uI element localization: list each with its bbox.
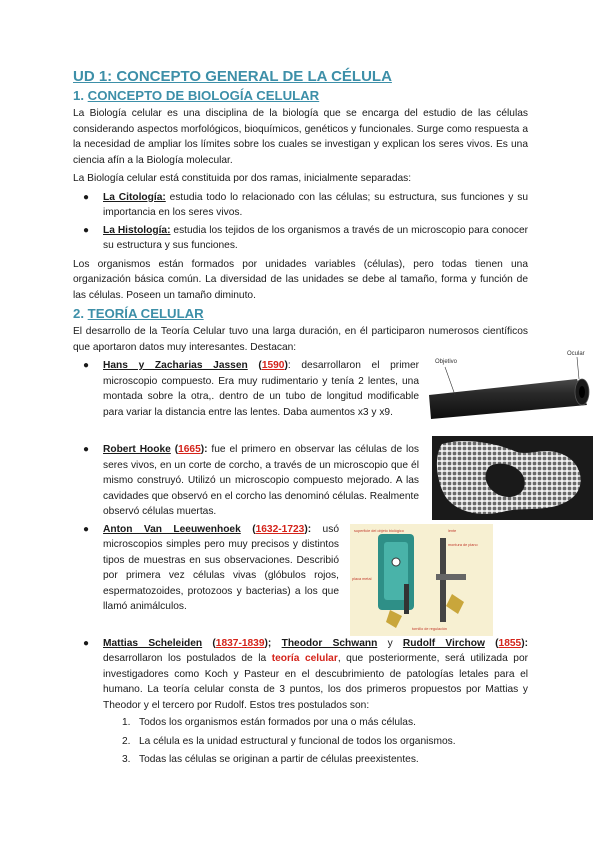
scientist-hooke: ● Robert Hooke (1665): fue el primero en observar las células de los seres vivos, en un corte de corcho, a través de un microscopio que él mismo construyó. Utilizó un microscopio compuesto mejorado. A las cavidades que observó en el corcho las denominó células. Realmente observó células muertas. bbox=[103, 442, 528, 520]
svg-text:montura de plano: montura de plano bbox=[448, 542, 478, 547]
svg-text:Objetivo: Objetivo bbox=[435, 359, 458, 365]
bullet-icon: ● bbox=[83, 444, 90, 455]
scientists-list bbox=[73, 351, 585, 768]
document-page bbox=[73, 68, 585, 771]
s1-paragraph-2: La Biología celular está constituida por dos ramas, inicialmente separadas: bbox=[73, 173, 412, 184]
bullet-icon: ● bbox=[83, 360, 90, 371]
bullet-icon: ● bbox=[83, 191, 90, 203]
svg-text:tornillo de regulación: tornillo de regulación bbox=[412, 626, 448, 631]
list-item: 3. Todas las células se originan a partir de células preexistentes. bbox=[122, 754, 419, 765]
branches-list bbox=[73, 190, 528, 254]
scientist-schleiden-schwann-virchow: ● Mattias Scheleiden (1837-1839); Theodor Schwann y Rudolf Virchow (1855): desarrollaron los postulados de la teoría celular, que posteriormente, será utilizada por investigadores como Koch y Pasteur en el descubrimiento de patologías letales para el humano. La teoría celular consta de 3 puntos, los dos primeros propuestos por Mattias y Theodor y el tercero por Rudolf. Estos tres postulados son: 1. Todos los organismos están formados por una o más células. 2. La célula es la unidad estructural y funcional de todos los organismos. 3. Todas las células se originan a partir de células preexistentes. bbox=[103, 636, 528, 768]
section-2-heading: 2. TEORÍA CELULAR bbox=[73, 306, 204, 321]
list-item: ● La Histología: estudia los tejidos de los organismos a través de un microscopio para conocer su estructura y sus funciones. bbox=[83, 224, 529, 251]
list-item: 2. La célula es la unidad estructural y funcional de todos los organismos. bbox=[122, 735, 456, 747]
list-item: ● La Citología: estudia todo lo relacionado con las células; su estructura, sus funciones y su importancia en los seres vivos. bbox=[83, 191, 528, 218]
section-1-heading: 1. CONCEPTO DE BIOLOGÍA CELULAR bbox=[73, 88, 320, 103]
leeuwenhoek-microscope-diagram bbox=[350, 524, 493, 636]
postulates-list bbox=[103, 715, 528, 768]
list-item: 1. Todos los organismos están formados por una o más células. bbox=[122, 717, 416, 728]
bullet-icon: ● bbox=[83, 224, 90, 236]
s1-paragraph-1: La Biología celular es una disciplina de la biología que se encarga del estudio de las células considerando aspectos morfológicos, bioquímicos, genéticos y funcionales. Surge como respuesta a la necesidad de ampliar los límites sobre los cuales se investigan y explican los seres vivos. Es una ciencia afín a la Biología molecular. bbox=[73, 108, 528, 166]
bullet-icon: ● bbox=[83, 523, 90, 535]
document-title: UD 1: CONCEPTO GENERAL DE LA CÉLULA bbox=[73, 68, 392, 85]
scientist-jansen: ● Hans y Zacharias Jassen (1590): desarrollaron el primer microscopio compuesto. Era muy rudimentario y tenía 2 lentes, una montada sobre la otra,. dentro de un tubo de longitud modificable para variar la distancia entre las lentes. Daba aumentos x3 y x9. Objetivo Ocular bbox=[103, 358, 528, 440]
s2-intro: El desarrollo de la Teoría Celular tuvo una larga duración, en él participaron numerosos científicos que aportaron datos muy interesantes. Destacan: bbox=[73, 326, 528, 353]
svg-text:lente: lente bbox=[448, 528, 457, 533]
svg-text:Ocular: Ocular bbox=[567, 351, 585, 357]
microscope-tube-image bbox=[427, 349, 593, 431]
s1-paragraph-3: Los organismos están formados por unidades variables (células), pero todas tienen una organización básica común. La diversidad de las unidades se debe al tamaño, forma y función de las células. Poseen un tamaño diminuto. bbox=[73, 258, 528, 301]
svg-text:superficie del objeto biológic: superficie del objeto biológico bbox=[354, 528, 404, 533]
scientist-leeuwenhoek: ● Anton Van Leeuwenhoek (1632-1723): usó microscopios simples pero muy precisos y distintos tipos de muestras en sus observaciones. Describió por primera vez células vivas (glóbulos rojos, espermatozoides, protozoos y bacterias) a los que llamó animálculos. superficie del objeto biológico lente montura de plano placa metal tornillo de regulación bbox=[103, 522, 528, 630]
svg-text:placa metal: placa metal bbox=[352, 576, 372, 581]
bullet-icon: ● bbox=[83, 637, 90, 649]
cork-cells-image bbox=[432, 436, 593, 520]
